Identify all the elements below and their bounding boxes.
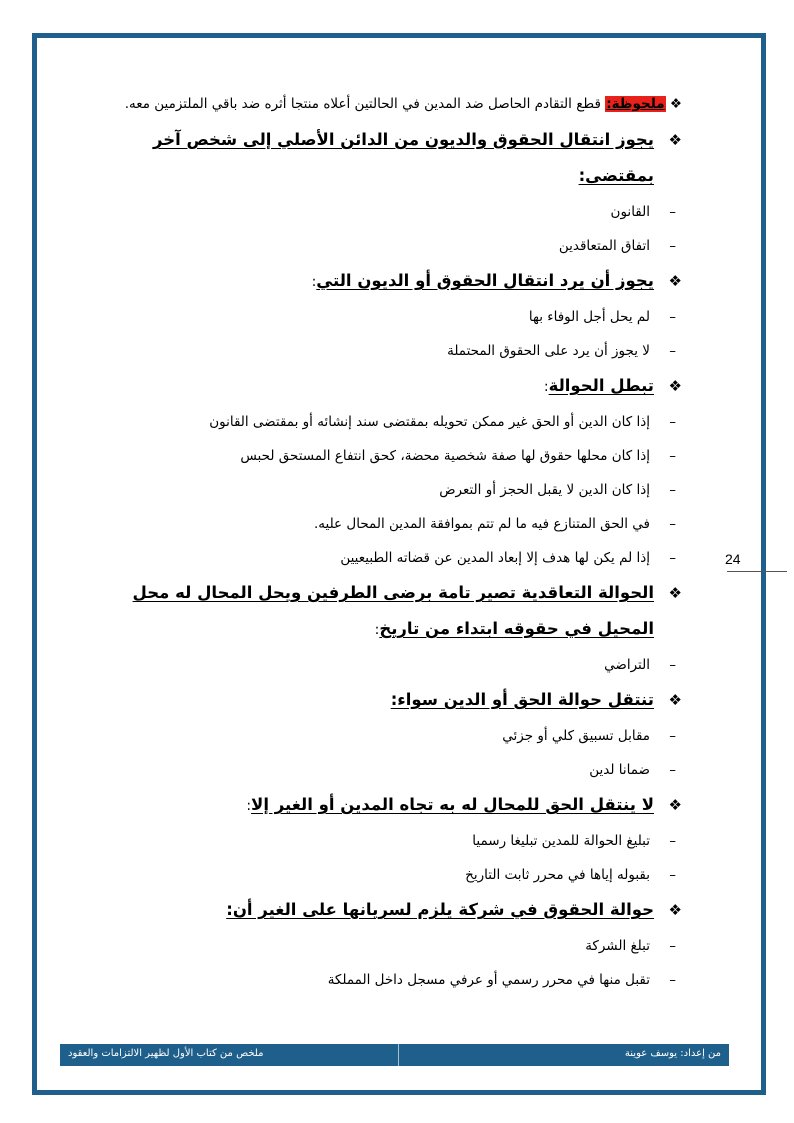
note-paragraph [90,86,682,122]
list-item-text: إذا كان الدين أو الحق غير ممكن تحويله بمقتضى سند إنشائه أو بمقتضى القانون [209,414,650,430]
bullet-diamond-icon: ❖ [668,377,682,395]
list-item-text: لم يحل أجل الوفاء بها [528,309,650,325]
section-heading [90,682,682,719]
document-body [90,86,682,997]
list-item [90,753,682,787]
list-item [90,334,682,368]
list-item-text: بقبوله إياها في محرر ثابت التاريخ [465,867,650,883]
dash-bullet-icon: – [669,482,676,498]
list-item [90,858,682,892]
list-item-text: تبليغ الحوالة للمدين تبليغا رسميا [472,833,650,849]
section-heading-text: حوالة الحقوق في شركة يلزم لسريانها على الغير أن: [226,900,654,919]
list-item [90,648,682,682]
list-item [90,507,682,541]
bullet-diamond-icon: ❖ [668,131,682,149]
note-text: قطع التقادم الحاصل ضد المدين في الحالتين أعلاه منتجا أثره ضد باقي الملتزمين معه. [124,96,606,112]
bullet-diamond-icon: ❖ [668,901,682,919]
list-item-text: القانون [610,204,650,220]
section-heading-text: الحوالة التعاقدية تصير تامة برضى الطرفين ويحل المحال له محل المحيل في حقوقه ابتداء من تاريخ [132,583,654,638]
list-item-text: إذا كان الدين لا يقبل الحجز أو التعرض [439,482,650,498]
section-heading-tail: : [246,798,252,814]
list-item-text: تقبل منها في محرر رسمي أو عرفي مسجل داخل المملكة [327,972,650,988]
dash-bullet-icon: – [669,833,676,849]
dash-bullet-icon: – [669,204,676,220]
list-item [90,824,682,858]
dash-bullet-icon: – [669,516,676,532]
dash-bullet-icon: – [669,448,676,464]
list-item [90,439,682,473]
section-heading-text: لا ينتقل الحق للمحال له به تجاه المدين أو الغير إلا [251,795,654,814]
list-item-text: إذا كان محلها حقوق لها صفة شخصية محضة، كحق انتفاع المستحق لحبس [240,448,650,464]
section-heading [90,122,682,195]
dash-bullet-icon: – [669,309,676,325]
list-item-text: ضمانا لدين [589,762,650,778]
bullet-diamond-icon: ❖ [668,584,682,602]
section-heading-text: يجوز انتقال الحقوق والديون من الدائن الأصلي إلى شخص آخر بمقتضى: [152,130,654,185]
section-heading-text: تبطل الحوالة [548,376,654,395]
bullet-diamond-icon: ❖ [668,691,682,709]
dash-bullet-icon: – [669,972,676,988]
list-item [90,195,682,229]
list-item-text: مقابل تسبيق كلي أو جزئي [502,728,650,744]
dash-bullet-icon: – [669,550,676,566]
list-item [90,929,682,963]
sections-list [90,122,682,997]
footer-bar [60,1044,729,1066]
list-item [90,963,682,997]
page-number: 24 [725,551,741,567]
list-item [90,300,682,334]
footer-book-title: ملخص من كتاب الأول لظهير الالتزامات والعقود [68,1048,264,1059]
section-heading [90,575,682,648]
section-heading-text: تنتقل حوالة الحق أو الدين سواء: [390,690,654,709]
bullet-diamond-icon: ❖ [668,796,682,814]
list-item-text: التراضي [604,657,650,673]
bullet-diamond-icon: ❖ [668,272,682,290]
list-item-text: إذا لم يكن لها هدف إلا إبعاد المدين عن قضاته الطبيعيين [340,550,650,566]
note-label: ملحوظة: [606,96,665,112]
list-item [90,229,682,263]
list-item [90,405,682,439]
section-heading-tail: : [543,379,549,395]
footer-author: من إعداد: يوسف عوينة [624,1048,721,1059]
dash-bullet-icon: – [669,414,676,430]
list-item [90,473,682,507]
section-heading [90,368,682,405]
dash-bullet-icon: – [669,867,676,883]
list-item-text: اتفاق المتعاقدين [558,238,650,254]
dash-bullet-icon: – [669,728,676,744]
section-heading-tail: : [374,622,380,638]
dash-bullet-icon: – [669,343,676,359]
list-item [90,719,682,753]
dash-bullet-icon: – [669,762,676,778]
footer-separator [398,1044,399,1066]
bullet-diamond-icon: ❖ [669,96,682,112]
dash-bullet-icon: – [669,938,676,954]
section-heading [90,892,682,929]
section-heading [90,787,682,824]
section-heading-tail: : [311,274,317,290]
list-item-text: لا يجوز أن يرد على الحقوق المحتملة [447,343,650,359]
dash-bullet-icon: – [669,238,676,254]
list-item-text: تبلغ الشركة [585,938,650,954]
section-heading [90,263,682,300]
dash-bullet-icon: – [669,657,676,673]
list-item-text: في الحق المتنازع فيه ما لم تتم بموافقة المدين المحال عليه. [313,516,650,532]
section-heading-text: يجوز أن يرد انتقال الحقوق أو الديون التي [316,271,654,290]
list-item [90,541,682,575]
page-number-rule [727,571,787,572]
